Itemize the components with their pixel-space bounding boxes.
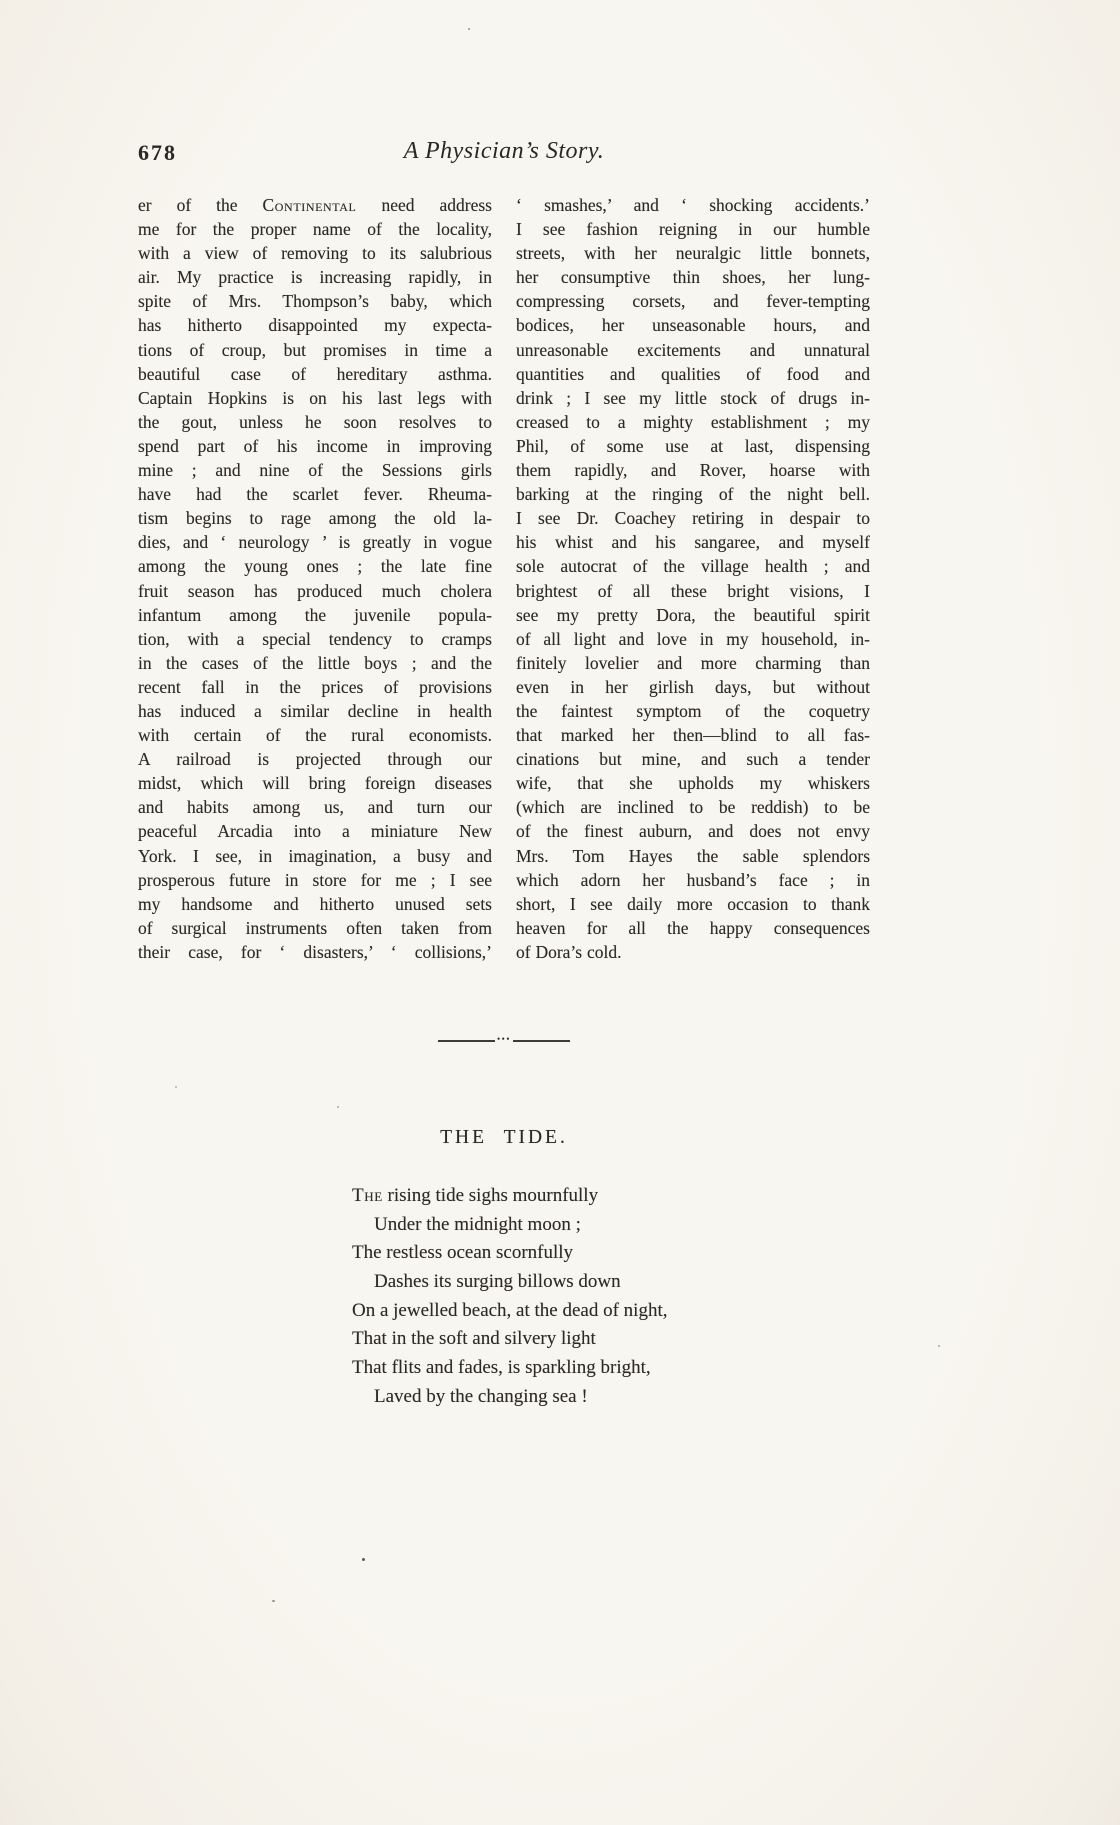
text-line: that marked her then—blind to all fas- bbox=[516, 725, 870, 746]
page-number: 678 bbox=[138, 140, 177, 165]
divider-line-left bbox=[438, 1040, 495, 1042]
text-line: ‘ smashes,’ and ‘ shocking accidents.’ bbox=[516, 195, 870, 215]
small-caps-text: The bbox=[352, 1185, 383, 1206]
text-line: even in her girlish days, but without bbox=[516, 676, 870, 697]
text-line: spend part of his income in improving bbox=[138, 435, 492, 456]
poem bbox=[352, 1182, 870, 1412]
scan-speck bbox=[468, 28, 470, 30]
text-line: peaceful Arcadia into a miniature New bbox=[138, 821, 492, 842]
text-line: creased to a mighty establishment ; my bbox=[516, 411, 870, 432]
text-line: of Dora’s cold. bbox=[516, 941, 622, 962]
text-line: A railroad is projected through our bbox=[138, 749, 492, 770]
text-line: of the finest auburn, and does not envy bbox=[516, 821, 870, 842]
text-line: tism begins to rage among the old la- bbox=[138, 508, 492, 529]
text-line: of surgical instruments often taken from bbox=[138, 917, 492, 938]
text-line: That flits and fades, is sparkling bright, bbox=[352, 1357, 651, 1379]
text-line: see my pretty Dora, the beautiful spirit bbox=[516, 604, 870, 625]
text-line: the gout, unless he soon resolves to bbox=[138, 411, 492, 432]
text-line: with certain of the rural economists. bbox=[138, 725, 492, 746]
text-line: drink ; I see my little stock of drugs in- bbox=[516, 387, 870, 408]
text-line: The rising tide sighs mournfully bbox=[352, 1185, 599, 1206]
divider-ornament: ••• bbox=[497, 1034, 511, 1044]
text-line: er of the Continental need address bbox=[138, 195, 492, 215]
text-line: sole autocrat of the village health ; and bbox=[516, 556, 870, 577]
text-line: wife, that she upholds my whiskers bbox=[516, 773, 870, 794]
text-line: me for the proper name of the locality, bbox=[138, 219, 492, 240]
text-line: Mrs. Tom Hayes the sable splendors bbox=[516, 845, 870, 866]
text-line: recent fall in the prices of provisions bbox=[138, 676, 492, 697]
scan-speck bbox=[362, 1558, 365, 1561]
text-line: them rapidly, and Rover, hoarse with bbox=[516, 460, 870, 481]
text-line: York. I see, in imagination, a busy and bbox=[138, 845, 492, 866]
text-line: spite of Mrs. Thompson’s baby, which bbox=[138, 291, 492, 312]
text-line: her consumptive thin shoes, her lung- bbox=[516, 267, 870, 288]
page-content bbox=[138, 138, 870, 1412]
text-line: bodices, her unseasonable hours, and bbox=[516, 315, 870, 336]
text-line: streets, with her neuralgic little bonnets, bbox=[516, 243, 870, 264]
text-line: barking at the ringing of the night bell. bbox=[516, 484, 870, 505]
text-line: the faintest symptom of the coquetry bbox=[516, 700, 870, 721]
text-line: has induced a similar decline in health bbox=[138, 700, 492, 721]
page-header bbox=[138, 138, 870, 172]
text-line: compressing corsets, and fever-tempting bbox=[516, 291, 870, 312]
text-line: and habits among us, and turn our bbox=[138, 797, 492, 818]
text-line: tions of croup, but promises in time a bbox=[138, 339, 492, 360]
text-line: have had the scarlet fever. Rheuma- bbox=[138, 484, 492, 505]
scan-speck bbox=[272, 1600, 275, 1602]
article-body bbox=[138, 193, 870, 964]
text-line: midst, which will bring foreign diseases bbox=[138, 773, 492, 794]
poem-title: THE TIDE. bbox=[440, 1127, 568, 1148]
text-line: with a view of removing to its salubrious bbox=[138, 243, 492, 264]
text-line: (which are inclined to be reddish) to be bbox=[516, 797, 870, 818]
text-line: my handsome and hitherto unused sets bbox=[138, 893, 492, 914]
text-line: dies, and ‘ neurology ’ is greatly in vogue bbox=[138, 532, 492, 553]
text-line: beautiful case of hereditary asthma. bbox=[138, 363, 492, 384]
text-line: his whist and his sangaree, and myself bbox=[516, 532, 870, 553]
text-line: tion, with a special tendency to cramps bbox=[138, 628, 492, 649]
text-line: infantum among the juvenile popula- bbox=[138, 604, 492, 625]
text-line: their case, for ‘ disasters,’ ‘ collisions,’ bbox=[138, 941, 492, 962]
text-line: in the cases of the little boys ; and the bbox=[138, 652, 492, 673]
text-line: has hitherto disappointed my expecta- bbox=[138, 315, 492, 336]
text-line: quantities and qualities of food and bbox=[516, 363, 870, 384]
text-line: On a jewelled beach, at the dead of night, bbox=[352, 1299, 668, 1321]
scan-speck bbox=[337, 1106, 339, 1108]
text-line: brightest of all these bright visions, I bbox=[516, 580, 870, 601]
text-line: finitely lovelier and more charming than bbox=[516, 652, 870, 673]
right-column bbox=[516, 193, 870, 964]
text-line: air. My practice is increasing rapidly, in bbox=[138, 267, 492, 288]
text-line: fruit season has produced much cholera bbox=[138, 580, 492, 601]
text-line: cinations but mine, and such a tender bbox=[516, 749, 870, 770]
text-line: Captain Hopkins is on his last legs with bbox=[138, 387, 492, 408]
text-line: That in the soft and silvery light bbox=[352, 1328, 596, 1350]
text-line: prosperous future in store for me ; I see bbox=[138, 869, 492, 890]
text-line: Dashes its surging billows down bbox=[374, 1271, 621, 1293]
text-line: unreasonable excitements and unnatural bbox=[516, 339, 870, 360]
left-column bbox=[138, 193, 492, 964]
section-divider bbox=[438, 1034, 570, 1044]
text-line: heaven for all the happy consequences bbox=[516, 917, 870, 938]
small-caps-text: Continental bbox=[262, 195, 357, 215]
running-title: A Physician’s Story. bbox=[403, 138, 605, 164]
text-line: mine ; and nine of the Sessions girls bbox=[138, 460, 492, 481]
text-line: I see fashion reigning in our humble bbox=[516, 219, 870, 240]
scan-speck bbox=[938, 1345, 940, 1347]
text-line: which adorn her husband’s face ; in bbox=[516, 869, 870, 890]
text-line: of all light and love in my household, in- bbox=[516, 628, 870, 649]
scan-speck bbox=[175, 1086, 177, 1088]
text-line: Laved by the changing sea ! bbox=[374, 1385, 588, 1407]
text-line: I see Dr. Coachey retiring in despair to bbox=[516, 508, 870, 529]
text-line: short, I see daily more occasion to thank bbox=[516, 893, 870, 914]
text-line: The restless ocean scornfully bbox=[352, 1242, 574, 1264]
divider-line-right bbox=[513, 1040, 570, 1042]
text-line: Under the midnight moon ; bbox=[374, 1213, 581, 1235]
text-line: among the young ones ; the late fine bbox=[138, 556, 492, 577]
text-line: Phil, of some use at last, dispensing bbox=[516, 435, 870, 456]
